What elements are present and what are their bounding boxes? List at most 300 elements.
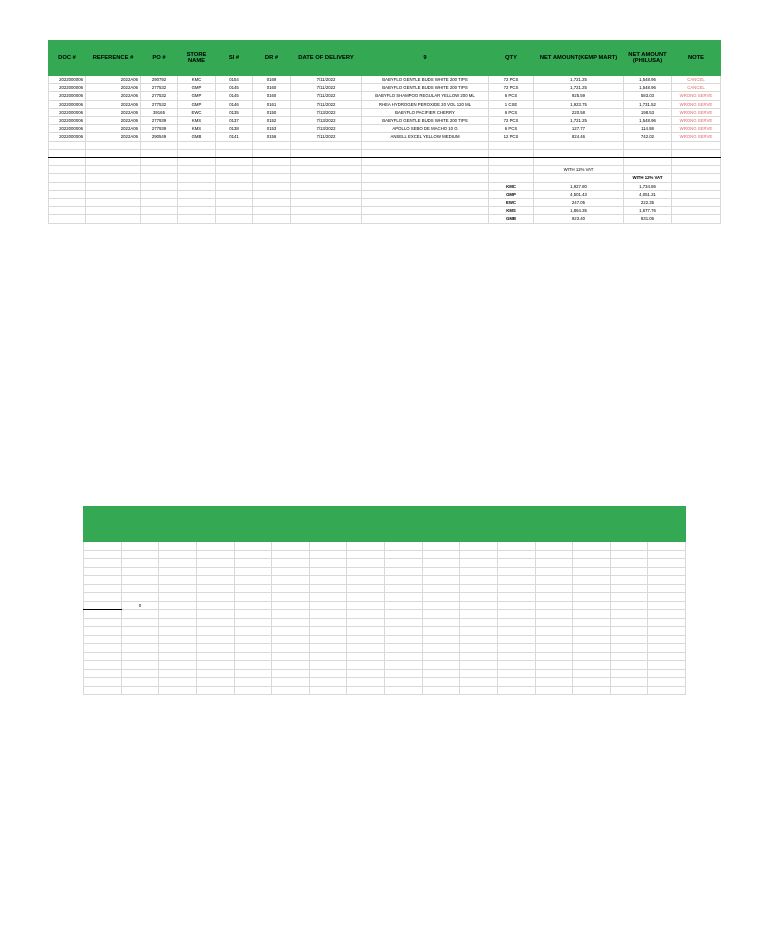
empty-cell[interactable] — [86, 141, 141, 149]
cell-doc[interactable]: 2022000006 — [49, 133, 86, 141]
cell-net-kemp[interactable]: 127.77 — [534, 125, 624, 133]
blank-col-header[interactable] — [347, 507, 385, 542]
empty-cell[interactable] — [534, 149, 624, 157]
empty-cell[interactable] — [234, 652, 272, 661]
cell-dr[interactable]: 0156 — [253, 133, 291, 141]
empty-cell[interactable] — [497, 686, 535, 695]
col-header-po[interactable]: PO # — [141, 41, 178, 76]
empty-cell[interactable] — [648, 652, 686, 661]
empty-cell[interactable] — [84, 567, 122, 576]
empty-cell[interactable] — [49, 182, 86, 190]
empty-cell[interactable] — [385, 669, 423, 678]
col-header-store-name[interactable]: STORE NAME — [178, 41, 216, 76]
empty-cell[interactable] — [234, 686, 272, 695]
empty-cell[interactable] — [497, 627, 535, 636]
empty-cell[interactable] — [610, 669, 648, 678]
empty-cell[interactable] — [610, 627, 648, 636]
empty-cell[interactable] — [253, 199, 291, 207]
empty-cell[interactable] — [309, 584, 347, 593]
empty-cell[interactable] — [196, 686, 234, 695]
empty-cell[interactable] — [216, 182, 253, 190]
empty-cell[interactable] — [347, 669, 385, 678]
empty-cell[interactable] — [460, 550, 498, 559]
empty-cell[interactable] — [648, 627, 686, 636]
empty-cell[interactable] — [216, 166, 253, 174]
empty-cell[interactable] — [291, 207, 362, 215]
empty-cell[interactable] — [672, 215, 721, 223]
empty-cell[interactable] — [178, 141, 216, 149]
empty-cell[interactable] — [216, 158, 253, 166]
empty-cell[interactable] — [291, 149, 362, 157]
empty-cell[interactable] — [234, 610, 272, 619]
empty-cell[interactable] — [84, 686, 122, 695]
empty-cell[interactable] — [672, 190, 721, 198]
empty-cell[interactable] — [84, 635, 122, 644]
cell-net-kemp[interactable]: 1,721.25 — [534, 84, 624, 92]
empty-cell[interactable] — [648, 542, 686, 551]
cell-reference[interactable]: 2022A06 — [86, 125, 141, 133]
empty-cell[interactable] — [234, 559, 272, 568]
cell-store[interactable]: GMB — [178, 133, 216, 141]
empty-cell[interactable] — [610, 601, 648, 610]
empty-cell[interactable] — [624, 149, 672, 157]
empty-cell[interactable] — [216, 141, 253, 149]
col-header-si[interactable]: SI # — [216, 41, 253, 76]
empty-cell[interactable] — [648, 669, 686, 678]
empty-cell[interactable] — [309, 542, 347, 551]
cell-reference[interactable]: 2022A06 — [86, 117, 141, 125]
summary-store[interactable]: KMC — [489, 182, 534, 190]
empty-cell[interactable] — [347, 559, 385, 568]
empty-cell[interactable] — [362, 182, 489, 190]
empty-cell[interactable] — [159, 559, 197, 568]
cell-net-kemp[interactable]: 1,721.25 — [534, 117, 624, 125]
cell-qty[interactable]: 72 PCS — [489, 117, 534, 125]
empty-cell[interactable] — [84, 652, 122, 661]
empty-cell[interactable] — [216, 199, 253, 207]
cell-date[interactable]: 7/11/2022 — [291, 84, 362, 92]
empty-cell[interactable] — [291, 141, 362, 149]
cell-doc[interactable]: 2022000006 — [49, 76, 86, 84]
empty-cell[interactable] — [86, 166, 141, 174]
empty-cell[interactable] — [159, 576, 197, 585]
empty-cell[interactable] — [362, 174, 489, 182]
empty-cell[interactable] — [497, 567, 535, 576]
empty-cell[interactable] — [573, 593, 611, 602]
cell-qty[interactable]: 6 PCS — [489, 108, 534, 116]
empty-cell[interactable] — [272, 669, 310, 678]
empty-cell[interactable] — [347, 593, 385, 602]
cell-si[interactable]: 0135 — [216, 108, 253, 116]
empty-cell[interactable] — [272, 542, 310, 551]
empty-cell[interactable] — [362, 207, 489, 215]
empty-cell[interactable] — [216, 149, 253, 157]
empty-cell[interactable] — [648, 661, 686, 670]
empty-cell[interactable] — [535, 661, 573, 670]
empty-cell[interactable] — [234, 593, 272, 602]
empty-cell[interactable] — [84, 644, 122, 653]
empty-cell[interactable] — [535, 576, 573, 585]
col-header-date[interactable]: DATE OF DELIVERY — [291, 41, 362, 76]
empty-cell[interactable] — [272, 627, 310, 636]
empty-cell[interactable] — [573, 610, 611, 619]
empty-cell[interactable] — [422, 584, 460, 593]
cell-item[interactable]: BABYFLO PACIFIER CHERRY — [362, 108, 489, 116]
cell-net-philusa[interactable]: 1,548.96 — [624, 76, 672, 84]
empty-cell[interactable] — [253, 207, 291, 215]
empty-cell[interactable] — [610, 576, 648, 585]
empty-cell[interactable] — [610, 686, 648, 695]
empty-cell[interactable] — [534, 158, 624, 166]
blank-col-header[interactable] — [460, 507, 498, 542]
empty-cell[interactable] — [362, 158, 489, 166]
empty-cell[interactable] — [196, 618, 234, 627]
empty-cell[interactable] — [573, 661, 611, 670]
empty-cell[interactable] — [49, 158, 86, 166]
empty-cell[interactable] — [141, 182, 178, 190]
empty-cell[interactable] — [362, 215, 489, 223]
cell-po[interactable]: 290549 — [141, 133, 178, 141]
empty-cell[interactable] — [385, 661, 423, 670]
empty-cell[interactable] — [196, 601, 234, 610]
cell-note[interactable]: CANCEL — [672, 76, 721, 84]
empty-cell[interactable] — [121, 567, 159, 576]
empty-cell[interactable] — [49, 166, 86, 174]
empty-cell[interactable] — [121, 678, 159, 687]
empty-cell[interactable] — [497, 576, 535, 585]
empty-cell[interactable] — [291, 166, 362, 174]
cell-si[interactable]: 0146 — [216, 100, 253, 108]
empty-cell[interactable] — [159, 627, 197, 636]
empty-cell[interactable] — [610, 584, 648, 593]
empty-cell[interactable] — [460, 567, 498, 576]
empty-cell[interactable] — [535, 635, 573, 644]
empty-cell[interactable] — [422, 601, 460, 610]
empty-cell[interactable] — [422, 559, 460, 568]
cell-po[interactable]: 39165 — [141, 108, 178, 116]
empty-cell[interactable] — [648, 610, 686, 619]
cell-reference[interactable]: 2022A06 — [86, 100, 141, 108]
empty-cell[interactable] — [460, 601, 498, 610]
empty-cell[interactable] — [672, 149, 721, 157]
empty-cell[interactable] — [49, 199, 86, 207]
blank-col-header[interactable] — [121, 507, 159, 542]
empty-cell[interactable] — [422, 635, 460, 644]
empty-cell[interactable] — [610, 644, 648, 653]
cell-dr[interactable]: 0152 — [253, 117, 291, 125]
cell-net-kemp[interactable]: 1,721.25 — [534, 76, 624, 84]
empty-cell[interactable] — [385, 635, 423, 644]
cell-doc[interactable]: 2022000006 — [49, 100, 86, 108]
empty-cell[interactable] — [159, 652, 197, 661]
empty-cell[interactable] — [422, 686, 460, 695]
cell-dr[interactable]: 0169 — [253, 76, 291, 84]
empty-cell[interactable] — [121, 635, 159, 644]
empty-cell[interactable] — [422, 652, 460, 661]
empty-cell[interactable] — [196, 550, 234, 559]
empty-cell[interactable] — [121, 542, 159, 551]
empty-cell[interactable] — [159, 542, 197, 551]
cell-reference[interactable]: 2022A06 — [86, 76, 141, 84]
empty-cell[interactable] — [610, 661, 648, 670]
empty-cell[interactable] — [178, 182, 216, 190]
blank-col-header[interactable] — [196, 507, 234, 542]
empty-cell[interactable] — [573, 618, 611, 627]
col-header-doc[interactable]: DOC # — [49, 41, 86, 76]
empty-cell[interactable] — [672, 174, 721, 182]
empty-cell[interactable] — [84, 661, 122, 670]
empty-cell[interactable] — [347, 601, 385, 610]
empty-cell[interactable] — [196, 661, 234, 670]
blank-col-header[interactable] — [309, 507, 347, 542]
empty-cell[interactable] — [178, 215, 216, 223]
empty-cell[interactable] — [272, 635, 310, 644]
empty-cell[interactable] — [234, 584, 272, 593]
empty-cell[interactable] — [84, 610, 122, 619]
empty-cell[interactable] — [121, 576, 159, 585]
empty-cell[interactable] — [347, 635, 385, 644]
empty-cell[interactable] — [49, 149, 86, 157]
cell-doc[interactable]: 2022000006 — [49, 92, 86, 100]
cell-item[interactable]: RHEA HYDROGEN PEROXIDE 20 VOL 120 ML — [362, 100, 489, 108]
empty-cell[interactable] — [196, 678, 234, 687]
empty-cell[interactable] — [272, 559, 310, 568]
empty-cell[interactable] — [347, 686, 385, 695]
cell-po[interactable]: 290792 — [141, 76, 178, 84]
empty-cell[interactable] — [535, 559, 573, 568]
empty-cell[interactable] — [159, 635, 197, 644]
empty-cell[interactable] — [234, 627, 272, 636]
empty-cell[interactable] — [535, 542, 573, 551]
cell-note[interactable]: WRONG SERVE — [672, 92, 721, 100]
empty-cell[interactable] — [178, 207, 216, 215]
empty-cell[interactable] — [309, 576, 347, 585]
empty-cell[interactable] — [535, 644, 573, 653]
cell-net-kemp[interactable]: 925.59 — [534, 92, 624, 100]
empty-cell[interactable] — [216, 190, 253, 198]
empty-cell[interactable] — [610, 542, 648, 551]
empty-cell[interactable] — [573, 669, 611, 678]
cell-doc[interactable]: 2022000006 — [49, 84, 86, 92]
cell-dr[interactable]: 0161 — [253, 100, 291, 108]
empty-cell[interactable] — [309, 601, 347, 610]
empty-cell[interactable] — [535, 593, 573, 602]
empty-cell[interactable] — [159, 610, 197, 619]
empty-cell[interactable] — [385, 593, 423, 602]
empty-cell[interactable] — [422, 567, 460, 576]
empty-cell[interactable] — [497, 584, 535, 593]
empty-cell[interactable] — [489, 174, 534, 182]
empty-cell[interactable] — [196, 576, 234, 585]
empty-cell[interactable] — [84, 669, 122, 678]
empty-cell[interactable] — [573, 542, 611, 551]
empty-cell[interactable] — [272, 550, 310, 559]
empty-cell[interactable] — [422, 644, 460, 653]
empty-cell[interactable] — [648, 644, 686, 653]
empty-cell[interactable] — [497, 618, 535, 627]
empty-cell[interactable] — [159, 593, 197, 602]
empty-cell[interactable] — [121, 669, 159, 678]
empty-cell[interactable] — [347, 618, 385, 627]
cell-doc[interactable]: 2022000006 — [49, 125, 86, 133]
empty-cell[interactable] — [141, 149, 178, 157]
cell-doc[interactable]: 2022000006 — [49, 117, 86, 125]
cell-item[interactable]: APOLLO SEBO DE MACHO 10 G — [362, 125, 489, 133]
empty-cell[interactable] — [84, 542, 122, 551]
empty-cell[interactable] — [84, 618, 122, 627]
empty-cell[interactable] — [497, 644, 535, 653]
cell-net-philusa[interactable]: 1,548.96 — [624, 117, 672, 125]
empty-cell[interactable] — [309, 669, 347, 678]
empty-cell[interactable] — [672, 166, 721, 174]
empty-cell[interactable] — [309, 567, 347, 576]
empty-cell[interactable] — [573, 678, 611, 687]
empty-cell[interactable] — [610, 593, 648, 602]
cell-net-philusa[interactable]: 1,731.52 — [624, 100, 672, 108]
empty-cell[interactable] — [253, 166, 291, 174]
empty-cell[interactable] — [460, 644, 498, 653]
summary-store[interactable]: EWC — [489, 199, 534, 207]
cell-po[interactable]: 277532 — [141, 92, 178, 100]
empty-cell[interactable] — [84, 576, 122, 585]
cell-date[interactable]: 7/13/2022 — [291, 108, 362, 116]
cell-item[interactable]: BABYFLO SHAMPOO REGULAR YELLOW 200 ML — [362, 92, 489, 100]
blank-col-header[interactable] — [234, 507, 272, 542]
blank-col-header[interactable] — [648, 507, 686, 542]
empty-cell[interactable] — [648, 559, 686, 568]
empty-cell[interactable] — [535, 652, 573, 661]
empty-cell[interactable] — [497, 593, 535, 602]
empty-cell[interactable] — [497, 669, 535, 678]
empty-cell[interactable] — [178, 199, 216, 207]
empty-cell[interactable] — [460, 635, 498, 644]
empty-cell[interactable] — [497, 610, 535, 619]
empty-cell[interactable] — [272, 584, 310, 593]
empty-cell[interactable] — [385, 576, 423, 585]
summary-net-kemp[interactable]: 923.40 — [534, 215, 624, 223]
empty-cell[interactable] — [347, 610, 385, 619]
summary-net-philusa[interactable]: 1,734.86 — [624, 182, 672, 190]
cell-reference[interactable]: 2022A06 — [86, 92, 141, 100]
empty-cell[interactable] — [159, 550, 197, 559]
empty-cell[interactable] — [672, 199, 721, 207]
empty-cell[interactable] — [385, 601, 423, 610]
cell-note[interactable]: WRONG SERVE — [672, 133, 721, 141]
empty-cell[interactable] — [234, 661, 272, 670]
empty-cell[interactable] — [234, 576, 272, 585]
empty-cell[interactable] — [216, 174, 253, 182]
empty-cell[interactable] — [159, 686, 197, 695]
cell-note[interactable]: WRONG SERVE — [672, 108, 721, 116]
empty-cell[interactable] — [460, 584, 498, 593]
empty-cell[interactable] — [196, 610, 234, 619]
cell-item[interactable]: BABYFLO GENTLE BUDS WHITE 200 TIPS — [362, 117, 489, 125]
empty-cell[interactable] — [159, 601, 197, 610]
empty-cell[interactable] — [648, 567, 686, 576]
col-header-dr[interactable]: DR # — [253, 41, 291, 76]
empty-cell[interactable] — [534, 174, 624, 182]
empty-cell[interactable] — [272, 567, 310, 576]
empty-cell[interactable] — [534, 141, 624, 149]
empty-cell[interactable] — [385, 652, 423, 661]
empty-cell[interactable] — [497, 678, 535, 687]
cell-dr[interactable]: 0150 — [253, 108, 291, 116]
summary-store[interactable]: GMB — [489, 215, 534, 223]
cell-store[interactable]: KMS — [178, 125, 216, 133]
cell-net-philusa[interactable]: 198.53 — [624, 108, 672, 116]
empty-cell[interactable] — [121, 618, 159, 627]
empty-cell[interactable] — [159, 618, 197, 627]
empty-cell[interactable] — [121, 550, 159, 559]
empty-cell[interactable] — [347, 542, 385, 551]
empty-cell[interactable] — [385, 542, 423, 551]
col-header-note[interactable]: NOTE — [672, 41, 721, 76]
empty-cell[interactable] — [178, 166, 216, 174]
cell-qty[interactable]: 6 PCS — [489, 92, 534, 100]
empty-cell[interactable] — [121, 610, 159, 619]
empty-cell[interactable] — [196, 635, 234, 644]
empty-cell[interactable] — [347, 567, 385, 576]
empty-cell[interactable] — [234, 618, 272, 627]
empty-cell[interactable] — [141, 207, 178, 215]
cell-reference[interactable]: 2022A06 — [86, 108, 141, 116]
empty-cell[interactable] — [573, 644, 611, 653]
empty-cell[interactable] — [159, 661, 197, 670]
cell-date[interactable]: 7/13/2022 — [291, 117, 362, 125]
cell-note[interactable]: WRONG SERVE — [672, 100, 721, 108]
empty-cell[interactable] — [309, 618, 347, 627]
empty-cell[interactable] — [253, 190, 291, 198]
empty-cell[interactable] — [460, 678, 498, 687]
empty-cell[interactable] — [422, 678, 460, 687]
empty-cell[interactable] — [460, 559, 498, 568]
cell-item[interactable]: ANSELL EXCEL YELLOW MEDIUM — [362, 133, 489, 141]
empty-cell[interactable] — [535, 627, 573, 636]
cell-store[interactable]: GMP — [178, 100, 216, 108]
empty-cell[interactable] — [159, 567, 197, 576]
empty-cell[interactable] — [234, 550, 272, 559]
empty-cell[interactable] — [422, 576, 460, 585]
empty-cell[interactable] — [573, 550, 611, 559]
cell-date[interactable]: 7/11/2022 — [291, 100, 362, 108]
empty-cell[interactable] — [309, 644, 347, 653]
empty-cell[interactable] — [497, 559, 535, 568]
empty-cell[interactable] — [86, 174, 141, 182]
empty-cell[interactable] — [347, 678, 385, 687]
empty-cell[interactable] — [610, 652, 648, 661]
blank-col-header[interactable] — [385, 507, 423, 542]
empty-cell[interactable] — [272, 686, 310, 695]
empty-cell[interactable] — [535, 550, 573, 559]
cell-date[interactable]: 7/11/2022 — [291, 133, 362, 141]
empty-cell[interactable] — [159, 584, 197, 593]
empty-cell[interactable] — [309, 652, 347, 661]
empty-cell[interactable] — [159, 678, 197, 687]
col-header-item[interactable]: 9 — [362, 41, 489, 76]
empty-cell[interactable] — [159, 669, 197, 678]
empty-cell[interactable] — [624, 141, 672, 149]
empty-cell[interactable] — [309, 627, 347, 636]
empty-cell[interactable] — [347, 644, 385, 653]
empty-cell[interactable] — [49, 207, 86, 215]
empty-cell[interactable] — [309, 686, 347, 695]
empty-cell[interactable] — [141, 158, 178, 166]
summary-net-philusa[interactable]: 1,677.76 — [624, 207, 672, 215]
empty-cell[interactable] — [497, 652, 535, 661]
empty-cell[interactable] — [648, 584, 686, 593]
empty-cell[interactable] — [347, 661, 385, 670]
empty-cell[interactable] — [460, 593, 498, 602]
